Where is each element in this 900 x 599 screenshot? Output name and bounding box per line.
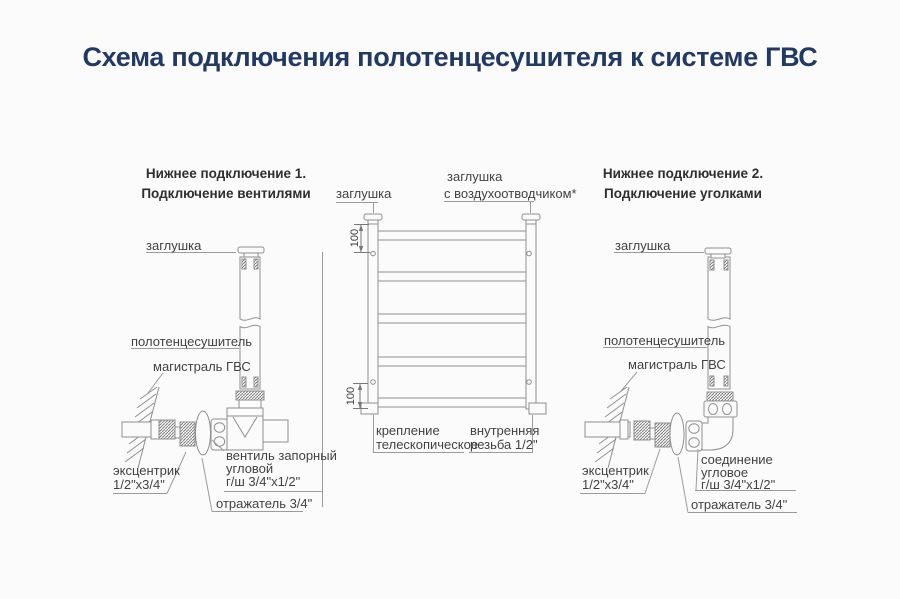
elbow-right	[686, 392, 737, 451]
left-heading-1: Нижнее подключение 1.	[145, 166, 307, 181]
label-hws-main-left: магистраль ГВС	[153, 359, 251, 374]
plug-left-section	[238, 247, 264, 253]
label-air-plug-1: заглушка	[447, 169, 503, 184]
reflector-left	[196, 411, 211, 455]
valve-left	[211, 391, 288, 450]
label-eccentric-left-2: 1/2"x3/4"	[113, 477, 165, 492]
ladder-rungs	[378, 231, 526, 407]
plug-right-section	[705, 248, 731, 254]
reflector-right	[670, 413, 684, 455]
label-valve-3: г/ш 3/4"x1/2"	[226, 474, 301, 489]
eccentric-left	[159, 420, 195, 446]
left-heading-2: Подключение вентилями	[141, 186, 311, 201]
right-heading-2: Подключение уголками	[604, 186, 762, 201]
label-valve-2: угловой	[226, 461, 274, 476]
label-plug-left: заглушка	[146, 238, 202, 253]
ladder-leg-right	[529, 403, 546, 414]
label-eccentric-right-1: эксцентрик	[582, 463, 649, 478]
page-title: Схема подключения полотенцесушителя к системе ГВС	[82, 42, 818, 72]
label-reflector-right: отражатель 3/4"	[691, 497, 788, 512]
label-thread-2: резьба 1/2"	[470, 437, 538, 452]
label-mount-1: крепление	[376, 423, 440, 438]
right-heading-1: Нижнее подключение 2.	[602, 166, 764, 181]
label-eccentric-left-1: эксцентрик	[113, 463, 180, 478]
plug-center-left	[364, 214, 382, 224]
eccentric-right	[634, 421, 670, 447]
label-valve-1: вентиль запорный	[226, 448, 337, 463]
label-elbow-2: угловое	[701, 465, 749, 480]
plug-center-right	[522, 214, 540, 224]
label-plug-right: заглушка	[615, 238, 671, 253]
label-eccentric-right-2: 1/2"x3/4"	[582, 477, 634, 492]
label-elbow-1: соединение	[701, 452, 773, 467]
center-diagram	[336, 202, 546, 453]
label-towel-rail-right: полотенцесушитель	[604, 333, 726, 348]
label-air-plug-2: с воздухоотводчиком*	[444, 186, 577, 201]
label-hws-main-right: магистраль ГВС	[628, 357, 726, 372]
label-towel-rail-left: полотенцесушитель	[131, 334, 253, 349]
label-thread-1: внутренняя	[470, 423, 540, 438]
dimension-100-bottom: 100	[345, 386, 357, 406]
label-reflector-left: отражатель 3/4"	[216, 496, 313, 511]
dimension-100-top: 100	[349, 228, 361, 248]
label-elbow-3: г/ш 3/4"x1/2"	[701, 477, 776, 492]
label-mount-2: телескопическое	[376, 437, 479, 452]
label-plug-center: заглушка	[336, 186, 392, 201]
